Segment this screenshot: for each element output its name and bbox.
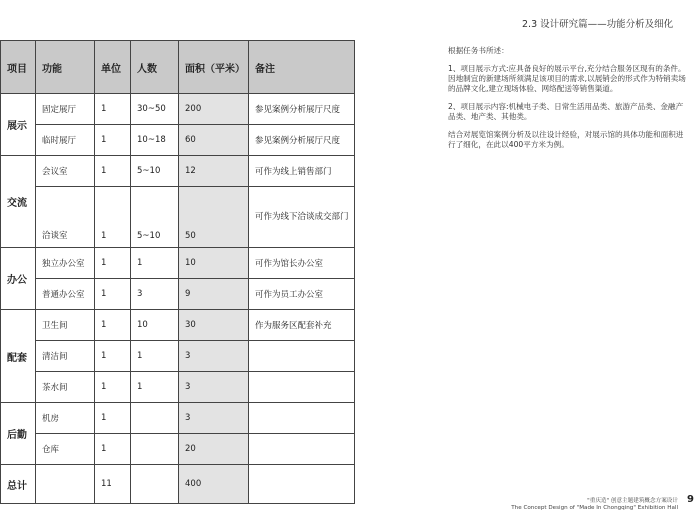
total-unit: 11 <box>95 465 131 504</box>
note-cell: 参见案例分析展厅尺度 <box>249 94 355 125</box>
note-cell: 作为服务区配套补充 <box>249 310 355 341</box>
category-cell: 交流 <box>1 156 36 248</box>
total-function-cell <box>36 465 95 504</box>
header-area: 面积（平米） <box>179 41 249 94</box>
function-cell: 清洁间 <box>36 341 95 372</box>
table-row <box>1 187 355 248</box>
note-cell <box>249 372 355 403</box>
footer-title-en: The Concept Design of "Made In Chongqing" Exhibition Hall <box>511 505 678 511</box>
area-cell: 10 <box>179 248 249 279</box>
header-note: 备注 <box>249 41 355 94</box>
table-row <box>1 156 355 187</box>
unit-cell: 1 <box>95 156 131 187</box>
unit-cell: 1 <box>95 279 131 310</box>
footer <box>511 498 678 512</box>
table-row <box>1 125 355 156</box>
header-people: 人数 <box>131 41 179 94</box>
category-cell: 配套 <box>1 310 36 403</box>
notes-intro: 根据任务书所述： <box>448 46 509 55</box>
unit-cell: 1 <box>95 187 131 248</box>
function-cell: 洽谈室 <box>36 187 95 248</box>
total-label: 总计 <box>1 465 36 504</box>
note-cell: 可作为馆长办公室 <box>249 248 355 279</box>
note-cell: 参见案例分析展厅尺度 <box>249 125 355 156</box>
note-cell <box>249 341 355 372</box>
people-cell: 1 <box>131 341 179 372</box>
people-cell: 5~10 <box>131 156 179 187</box>
table-row <box>1 279 355 310</box>
people-cell: 3 <box>131 279 179 310</box>
notes-paragraph-1: 1、项目展示方式:应具备良好的展示平台,充分结合服务区现有的条件。因地制宜的新建场所须满足该项目的需求,以展销会的形式作为特销卖场的品牌文化,建立现场体验、网络配送等销售渠道。 <box>448 64 686 93</box>
area-cell: 30 <box>179 310 249 341</box>
unit-cell: 1 <box>95 341 131 372</box>
area-cell: 200 <box>179 94 249 125</box>
header-unit: 单位 <box>95 41 131 94</box>
total-note-cell <box>249 465 355 504</box>
header-project: 项目 <box>1 41 36 94</box>
unit-cell: 1 <box>95 372 131 403</box>
people-cell: 10 <box>131 310 179 341</box>
area-cell: 3 <box>179 403 249 434</box>
function-cell: 会议室 <box>36 156 95 187</box>
unit-cell: 1 <box>95 434 131 465</box>
note-cell: 可作为线下洽谈成交部门 <box>249 187 355 248</box>
people-cell: 1 <box>131 248 179 279</box>
unit-cell: 1 <box>95 248 131 279</box>
area-cell: 20 <box>179 434 249 465</box>
total-area: 400 <box>179 465 249 504</box>
unit-cell: 1 <box>95 125 131 156</box>
function-cell: 仓库 <box>36 434 95 465</box>
function-cell: 临时展厅 <box>36 125 95 156</box>
table-row <box>1 310 355 341</box>
page-number: 9 <box>687 494 694 505</box>
people-cell: 30~50 <box>131 94 179 125</box>
category-cell: 后勤 <box>1 403 36 465</box>
function-cell: 茶水间 <box>36 372 95 403</box>
unit-cell: 1 <box>95 403 131 434</box>
note-cell: 可作为员工办公室 <box>249 279 355 310</box>
note-cell <box>249 434 355 465</box>
people-cell: 1 <box>131 372 179 403</box>
area-cell: 9 <box>179 279 249 310</box>
function-area-table <box>0 40 355 504</box>
table-header-row <box>1 41 355 94</box>
area-cell: 60 <box>179 125 249 156</box>
unit-cell: 1 <box>95 94 131 125</box>
unit-cell: 1 <box>95 310 131 341</box>
table-row <box>1 94 355 125</box>
area-cell: 12 <box>179 156 249 187</box>
notes-paragraph-2: 2、项目展示内容:机械电子类、日常生活用品类、旅游产品类、金融产品类、地产类、其他类。 <box>448 102 684 121</box>
table-row <box>1 434 355 465</box>
header-function: 功能 <box>36 41 95 94</box>
total-row <box>1 465 355 504</box>
page-title: 2.3 设计研究篇——功能分析及细化 <box>522 19 674 30</box>
people-cell <box>131 403 179 434</box>
people-cell: 10~18 <box>131 125 179 156</box>
table-row <box>1 341 355 372</box>
note-cell: 可作为线上销售部门 <box>249 156 355 187</box>
function-cell: 卫生间 <box>36 310 95 341</box>
category-cell: 展示 <box>1 94 36 156</box>
area-cell: 3 <box>179 372 249 403</box>
footer-title-cn: "重庆造" 创意主题建筑概念方案设计 <box>587 498 678 504</box>
people-cell <box>131 434 179 465</box>
table-row <box>1 403 355 434</box>
function-cell: 独立办公室 <box>36 248 95 279</box>
notes-paragraph-3: 结合对展览馆案例分析及以往设计经验，对展示馆的具体功能和面积进行了细化，在此以400平方米为例。 <box>448 130 684 149</box>
category-cell: 办公 <box>1 248 36 310</box>
table-row <box>1 248 355 279</box>
function-cell: 普通办公室 <box>36 279 95 310</box>
function-cell: 固定展厅 <box>36 94 95 125</box>
notes-block <box>448 46 688 158</box>
table-row <box>1 372 355 403</box>
note-cell <box>249 403 355 434</box>
area-cell: 3 <box>179 341 249 372</box>
function-cell: 机房 <box>36 403 95 434</box>
total-people-cell <box>131 465 179 504</box>
area-cell: 50 <box>179 187 249 248</box>
people-cell: 5~10 <box>131 187 179 248</box>
